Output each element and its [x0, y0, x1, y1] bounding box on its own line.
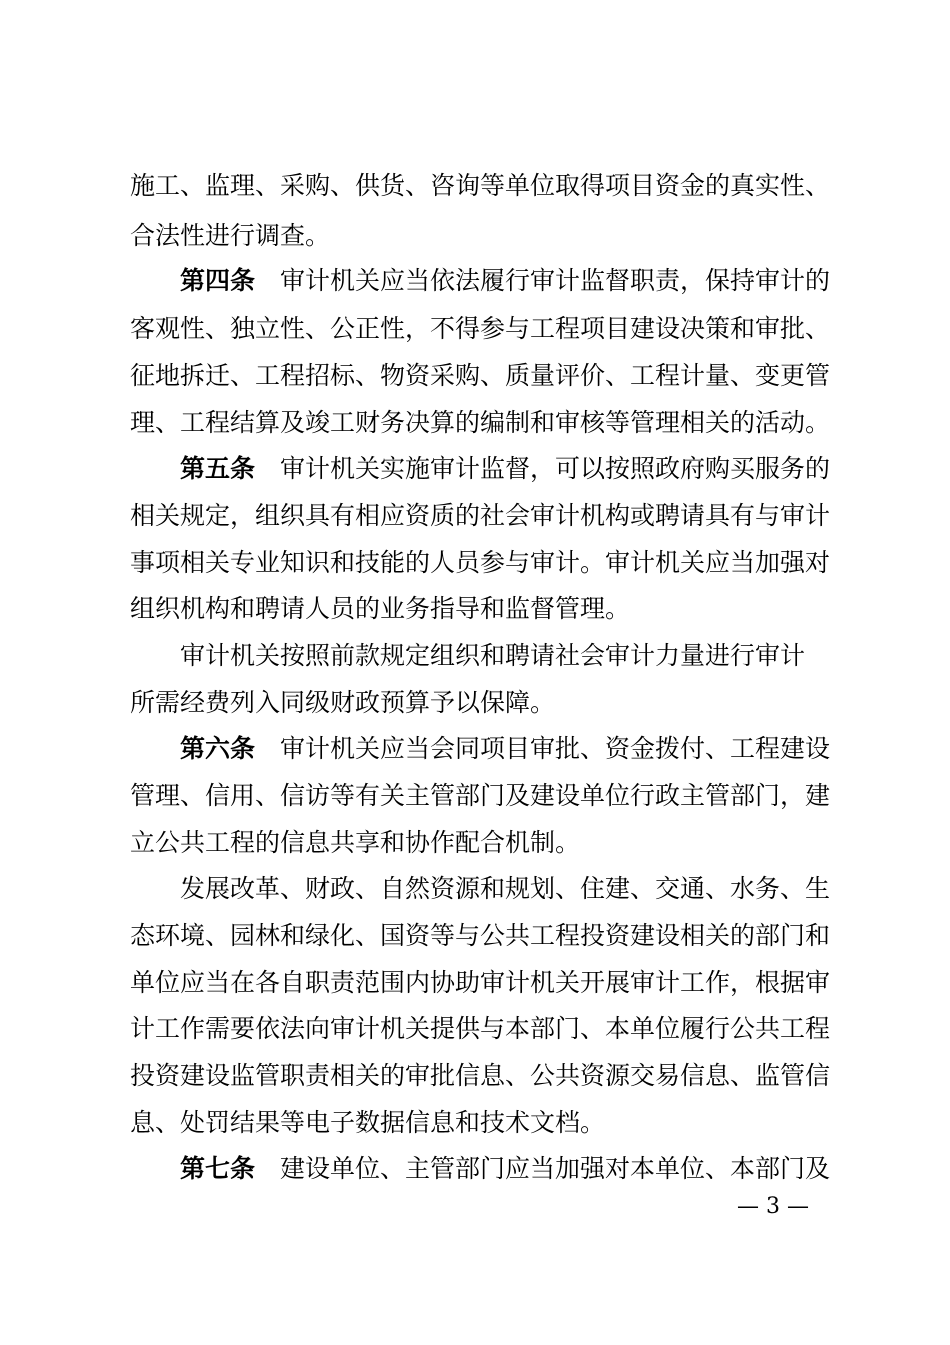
text-line: 投资建设监管职责相关的审批信息、公共资源交易信息、监管信 — [130, 1061, 831, 1090]
text-line: 客观性、独立性、公正性，不得参与工程项目建设决策和审批、 — [130, 314, 831, 343]
article-first-line — [180, 1143, 835, 1195]
article-heading: 第六条 — [180, 734, 256, 763]
text-line: 组织机构和聘请人员的业务指导和监督管理。 — [130, 594, 631, 623]
article-first-line — [180, 255, 835, 307]
text-span: 审计机关实施审计监督，可以按照政府购买服务的 — [280, 454, 831, 483]
text-line: 发展改革、财政、自然资源和规划、住建、交通、水务、生 — [180, 874, 831, 903]
text-line: 相关规定，组织具有相应资质的社会审计机构或聘请具有与审计 — [130, 501, 831, 530]
text-line: 单位应当在各自职责范围内协助审计机关开展审计工作，根据审 — [130, 968, 831, 997]
article-heading: 第七条 — [180, 1154, 256, 1183]
text-line: 态环境、园林和绿化、国资等与公共工程投资建设相关的部门和 — [130, 921, 831, 950]
article-first-line — [180, 443, 835, 495]
text-line: 所需经费列入同级财政预算予以保障。 — [130, 688, 556, 717]
text-line: 理、工程结算及竣工财务决算的编制和审核等管理相关的活动。 — [130, 408, 831, 437]
text-span: 审计机关应当会同项目审批、资金拨付、工程建设 — [280, 734, 831, 763]
article-first-line — [180, 723, 835, 775]
text-span: 建设单位、主管部门应当加强对本单位、本部门及 — [280, 1154, 831, 1183]
text-span: 审计机关应当依法履行审计监督职责，保持审计的 — [280, 266, 831, 295]
text-line: 合法性进行调查。 — [130, 221, 331, 250]
text-line: 计工作需要依法向审计机关提供与本部门、本单位履行公共工程 — [130, 1014, 831, 1043]
text-line: 管理、信用、信访等有关主管部门及建设单位行政主管部门，建 — [130, 781, 831, 810]
text-line: 事项相关专业知识和技能的人员参与审计。审计机关应当加强对 — [130, 548, 831, 577]
text-line: 审计机关按照前款规定组织和聘请社会审计力量进行审计 — [180, 641, 806, 670]
page-number: — 3 — — [737, 1194, 809, 1219]
text-line: 施工、监理、采购、供货、咨询等单位取得项目资金的真实性、 — [130, 171, 831, 200]
article-heading: 第五条 — [180, 454, 256, 483]
text-line: 息、处罚结果等电子数据信息和技术文档。 — [130, 1108, 606, 1137]
article-heading: 第四条 — [180, 266, 256, 295]
text-line: 征地拆迁、工程招标、物资采购、质量评价、工程计量、变更管 — [130, 361, 831, 390]
text-line: 立公共工程的信息共享和协作配合机制。 — [130, 828, 581, 857]
